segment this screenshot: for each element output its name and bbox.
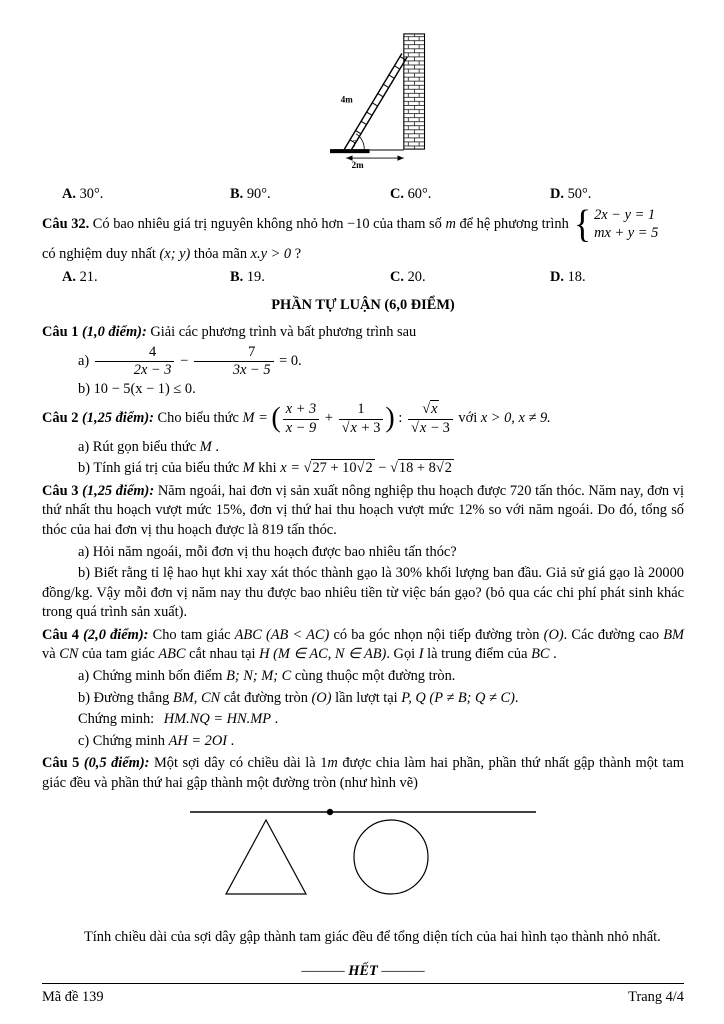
text-segment: . [514,689,519,706]
radical-sign: √ [422,401,431,418]
close-paren-glyph: ) [385,403,395,435]
math-segment: − 3 [430,419,450,436]
dash-right: ——— [381,962,425,979]
cau4-item-b [42,689,684,709]
text-segment: . [553,646,557,663]
open-paren-glyph: ( [271,403,281,435]
text-segment: Chứng minh: [78,711,155,728]
q31-option-d [550,185,684,205]
q31-option-c [390,185,550,205]
angle-label: ? [352,139,357,150]
radical [422,400,438,417]
option-text: 18. [567,268,586,285]
math-segment: HM.NQ = HN.MP [163,711,272,728]
fraction-denominator [339,420,384,436]
text-segment: . Gọi [386,646,416,663]
q31-options [42,185,684,205]
question-points: (2,0 điểm): [83,626,149,643]
page-number: Trang 4/4 [628,989,684,1006]
brace-glyph: { [573,202,592,246]
question-points: (0,5 điểm): [83,755,150,772]
option-text: 20. [407,268,426,285]
math-segment: ABC (AB < AC) [234,626,330,643]
option-text: 60°. [407,185,432,202]
text-segment: thỏa mãn [193,246,248,263]
cau5-conclusion: Tính chiều dài của sợi dây gập thành tam giác đều để tổng diện tích của hai hình tạo thành nhỏ nhất. [84,929,661,946]
math-segment: BM, CN [172,689,221,706]
cau1-item-a [42,345,684,378]
q31-option-b [230,185,390,205]
cau3-item-b: b) Biết rằng tỉ lệ hao hụt khi xay xát thóc thành gạo là 30% khối lượng ban đầu. Giả sử giá gạo là 20000 đồng/kg. Vậy mỗi đơn vị năm nay thu được bao nhiêu tiền từ việc bán gạo? (bỏ qua các chi phí phát sinh khác trong quá trình sản xuất). [42,565,684,621]
text-segment: có ba góc nhọn nội tiếp đường tròn [333,626,540,643]
text-segment: lần lượt tại [335,689,398,706]
item-label: a) [78,438,90,455]
question-label: Câu 2 [42,410,79,427]
math-segment: 10 − 5(x − 1) ≤ 0. [93,380,196,397]
dash-left: ——— [301,962,345,979]
fraction [192,345,276,378]
text-segment: Rút gọn biểu thức [92,438,197,455]
ground-bar [330,149,370,153]
text-segment: và [42,646,56,663]
option-letter: A. [62,185,76,202]
base-length-label: 2m [351,160,364,169]
fraction-numerator [408,402,453,419]
q32-condition [42,245,684,265]
math-segment: m [327,755,338,772]
radical-sign: √ [410,419,419,436]
radicand [311,459,374,476]
text-segment: cùng thuộc một đường tròn. [294,668,456,685]
question-points: (1,0 điểm): [82,324,147,341]
math-segment: ABC [158,646,186,663]
equation-top: 2x − y = 1 [594,207,656,224]
math-segment: M = [242,410,268,427]
radical-sign: √ [356,460,365,477]
fraction [93,345,177,378]
brick-wall [403,34,424,149]
text-segment: để hệ phương trình [459,216,569,233]
operator: : [398,410,403,427]
math-segment: BM [663,626,685,643]
q32-option-a [62,268,230,288]
cau1-item-b [42,380,684,400]
option-letter: B. [230,185,244,202]
math-segment: 18 + 8 [398,460,436,477]
radical-sign: √ [341,419,350,436]
equation-bottom: mx + y = 5 [594,224,659,241]
cau2-item-b [42,459,684,479]
math-segment: m [445,216,456,233]
text-segment: Năm ngoái, hai đơn vị sản xuất nông nghiệp thu hoạch được 720 tấn thóc. Năm nay, đơn vị thứ nhất thu hoạch vượt mức 15%, đơn vị thứ hai thu hoạch vượt mức 12% so với năm ngoái. Do đó, tổng số thóc của hai đơn vị thu hoạch được là 819 tấn thóc. [42,482,684,538]
text-segment: . [274,711,279,728]
option-letter: B. [230,268,244,285]
ladder-figure [42,32,684,176]
option-text: 21. [79,268,98,285]
math-segment: 27 + 10 [312,460,357,477]
item-label: a) [78,352,90,369]
text-segment: cắt nhau tại [189,646,256,663]
fraction-numerator: 1 [339,402,384,419]
option-text: 30°. [79,185,104,202]
cau3-statement [42,482,684,541]
operator: + [324,410,333,427]
fraction-denominator: x − 9 [285,419,317,436]
math-segment: = 0. [279,352,302,369]
math-segment: (O) [311,689,332,706]
text-segment: Giải các phương trình và bất phương trình sau [150,324,417,341]
cau5-statement [42,754,684,793]
math-segment: I [418,646,424,663]
circle-shape [354,820,428,894]
math-segment: x = [280,460,300,477]
text-segment: Một sợi dây có chiều dài là 1 [153,755,328,772]
text-segment: là trung điểm của [427,646,528,663]
question-label: Câu 1 [42,324,79,341]
cau4-item-a [42,667,684,687]
equilateral-triangle [226,820,306,894]
fraction-numerator: 7 [194,345,274,362]
ladder-rungs [349,57,404,144]
item-label: b) [78,380,90,397]
text-segment: . [215,438,219,455]
end-marker [42,962,684,982]
text-segment: c) Chứng minh [78,732,165,749]
section-title: PHẦN TỰ LUẬN (6,0 ĐIỂM) [271,297,455,314]
math-segment: (x; y) [159,246,191,263]
text-segment: a) Chứng minh bốn điểm [78,668,223,685]
radical-sign: √ [303,460,312,477]
text-segment: được chia làm hai phần, phần thứ nhất gập thành một tam giác đều và phần thứ hai gập thành một đường tròn (như hình vẽ) [42,755,684,791]
math-segment: B; N; M; C [226,668,292,685]
ladder [344,53,407,152]
end-label: HẾT [348,962,378,979]
radicand: 2 [444,460,452,477]
q32-option-d [550,268,684,288]
cau2-item-a [42,438,684,458]
cau1-intro [42,323,684,343]
cau2-statement [42,402,684,435]
question-points: (1,25 điểm): [82,482,155,499]
option-letter: C. [390,268,404,285]
text-segment: ? [294,246,302,263]
fraction-denominator: 2x − 3 [133,361,172,378]
question-label: Câu 4 [42,626,79,643]
exam-code: Mã đề 139 [42,989,104,1006]
math-segment: CN [59,646,79,663]
option-letter: A. [62,268,76,285]
equation-system [573,202,659,246]
cau4-statement [42,626,684,665]
math-segment: BC [531,646,550,663]
radical [357,459,374,476]
question-label: Câu 5 [42,755,80,772]
cau4-proof-line [42,710,684,730]
q32-option-c [390,268,550,288]
operator: − [378,460,387,477]
ladder-figure-svg [303,32,438,169]
cau3-item-a: a) Hỏi năm ngoái, mỗi đơn vị thu hoạch được bao nhiêu tấn thóc? [78,543,457,560]
radical [304,459,375,476]
radical [390,459,454,476]
fraction-denominator [408,420,453,436]
radicand: x [431,401,438,418]
q32-statement [42,202,684,246]
question-points: (1,25 điểm): [82,410,154,427]
radicand: x [350,419,357,436]
option-text: 90°. [246,185,271,202]
text-segment: Cho biểu thức [157,410,239,427]
wire-figure-svg [188,806,538,906]
q32-option-b [230,268,390,288]
fraction [337,402,386,435]
page-footer [42,983,684,1008]
option-letter: C. [390,185,404,202]
math-segment: H (M ∈ AC, N ∈ AB) [259,646,387,663]
math-segment: (O) [543,626,564,643]
question-label: Câu 3 [42,482,79,499]
fraction [406,402,455,435]
math-segment: M [242,460,255,477]
math-segment: + 3 [361,419,381,436]
text-segment: với [458,410,478,427]
text-segment: cắt đường tròn [223,689,308,706]
text-segment: có nghiệm duy nhất [42,246,156,263]
text-segment: Tính giá trị của biểu thức [93,460,240,477]
question-label: Câu 32. [42,216,90,233]
q32-options [42,268,684,288]
option-letter: D. [550,185,564,202]
math-segment: M [199,438,212,455]
text-segment: . [230,732,235,749]
text-segment: Cho tam giác [152,626,231,643]
item-label: b) [78,460,90,477]
fraction [281,402,322,435]
ladder-length-label: 4m [340,94,353,105]
cau4-item-c [42,732,684,752]
math-segment: x.y > 0 [250,246,292,263]
radicand: x [419,419,427,436]
text-segment: . Các đường cao [563,626,660,643]
text-segment: của tam giác [82,646,155,663]
division-point-dot [327,808,333,814]
wire-figure [42,806,684,913]
radical [436,459,453,476]
math-segment: x > 0, x ≠ 9. [480,410,551,427]
text-segment: b) Đường thẳng [78,689,170,706]
operator: − [180,352,189,369]
radical-sign: √ [435,460,444,477]
math-segment: P, Q (P ≠ B; Q ≠ C) [401,689,515,706]
math-segment: AH = 2OI [168,732,228,749]
text-segment: Có bao nhiêu giá trị nguyên không nhỏ hơn −10 của tham số [92,216,442,233]
option-text: 50°. [567,185,592,202]
radicand [398,459,454,476]
option-text: 19. [246,268,265,285]
fraction-denominator: 3x − 5 [232,361,271,378]
text-segment: khi [258,460,277,477]
radical [411,419,427,436]
option-letter: D. [550,268,564,285]
fraction-numerator: 4 [95,345,175,362]
radical-sign: √ [390,460,398,477]
radicand: 2 [365,460,373,477]
radical [342,419,358,436]
q31-option-a [62,185,230,205]
fraction-numerator: x + 3 [283,402,320,419]
